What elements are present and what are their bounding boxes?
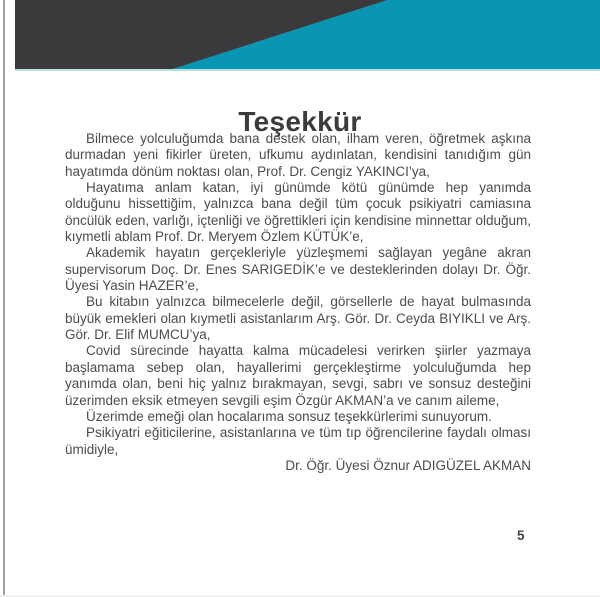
acknowledgment-paragraph: Covid sürecinde hayatta kalma mücadelesi verirken şiirler yazmaya başlamama sebep olan, hayallerimi gerçekleştirme yolculuğumda hep yanımda olan, beni hiç yalnız bırakmayan, sevgi, sabrı ve sonsuz desteğini üzerimden eksik etmeyen sevgili eşim Özgür AKMAN’a ve canım aileme, — [65, 343, 531, 408]
acknowledgment-paragraph: Hayatıma anlam katan, iyi günümde kötü günümde hep yanımda olduğunu hissettiğim, yalnızca bana değil tüm çocuk psikiyatri camiasına öncülük eden, varlığı, içtenliği ve öğrettikleri için kendisine minnettar olduğum, kıymetli ablam Prof. Dr. Meryem Özlem KÜTÜK’e, — [65, 180, 531, 245]
acknowledgment-paragraph: Akademik hayatın gerçekleriyle yüzleşmemi sağlayan yegâne akran supervisorum Doç. Dr. Enes SARIGEDİK’e ve desteklerinden dolayı Dr. Öğr. Üyesi Yasin HAZER’e, — [65, 245, 531, 294]
acknowledgment-paragraph: Psikiyatri eğiticilerine, asistanlarına ve tüm tıp öğrencilerine faydalı olması ümidiyle, — [65, 425, 531, 457]
signature-line: Dr. Öğr. Üyesi Öznur ADIGÜZEL AKMAN — [285, 457, 531, 473]
dark-banner-shape — [15, 0, 600, 69]
acknowledgment-text — [65, 131, 531, 474]
page-title: Teşekkür — [238, 105, 362, 137]
page-number: 5 — [517, 528, 525, 543]
acknowledgment-paragraph: Bu kitabın yalnızca bilmecelerle değil, görsellerle de hayat bulmasında büyük emekleri olan kıymetli asistanlarım Arş. Gör. Dr. Ceyda BIYIKLI ve Arş. Gör. Dr. Elif MUMCU’ya, — [65, 294, 531, 343]
header-banner — [15, 0, 600, 71]
page-edge-line — [3, 0, 5, 597]
acknowledgment-paragraph: Bilmece yolculuğumda bana destek olan, ilham veren, öğretmek aşkına durmadan yeni fikirler üreten, ufkumu aydınlatan, kendisini tanıdığım gün hayatımda dönüm noktası olan, Prof. Dr. Cengiz YAKINCI’ya, — [65, 131, 531, 179]
acknowledgment-paragraph: Üzerimde emeği olan hocalarıma sonsuz teşekkürlerimi sunuyorum. — [86, 408, 492, 424]
